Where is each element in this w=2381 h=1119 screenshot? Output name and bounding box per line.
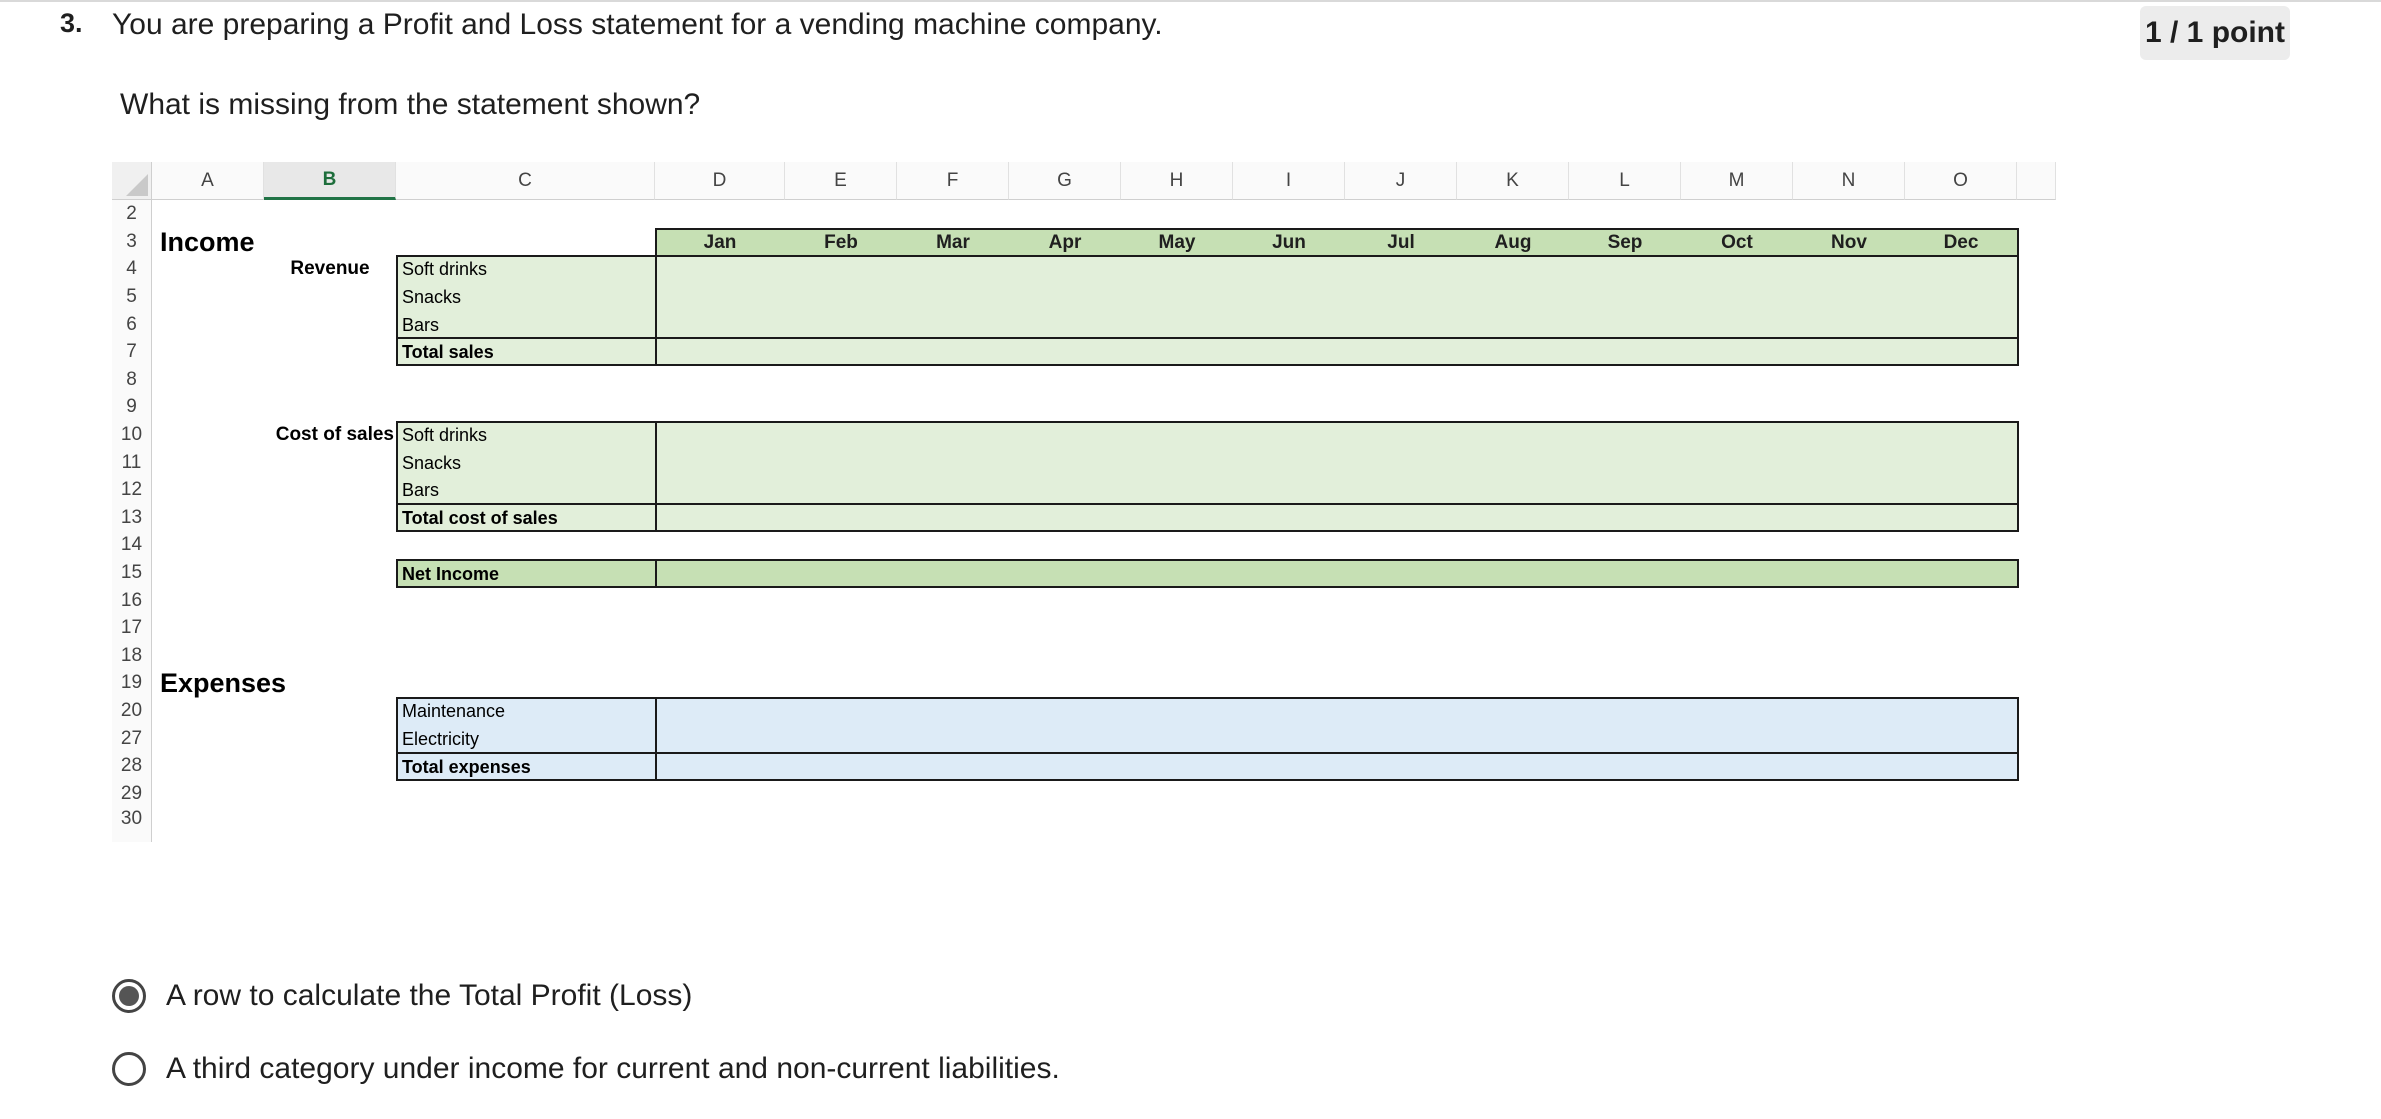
revenue-label: Revenue — [290, 258, 370, 279]
total-sales-label: Total sales — [402, 341, 494, 362]
month-header: Dec — [1943, 231, 1979, 253]
row-header: 20 — [112, 697, 152, 725]
net-income-row — [396, 559, 2019, 588]
row-header: 14 — [112, 531, 152, 559]
month-header: Jun — [1272, 231, 1306, 253]
question-number: 3. — [60, 8, 83, 38]
month-header: Apr — [1048, 231, 1082, 253]
row-header: 16 — [112, 587, 152, 615]
month-header: Nov — [1831, 231, 1867, 253]
column-header-i: I — [1233, 162, 1345, 200]
row-header: 30 — [112, 808, 152, 842]
row-header: 5 — [112, 283, 152, 311]
month-header: Jan — [703, 231, 737, 253]
cost-item: Snacks — [402, 452, 462, 473]
row-header: 6 — [112, 311, 152, 339]
net-income-label: Net Income — [402, 563, 500, 584]
month-header: Jul — [1387, 231, 1415, 253]
expenses-heading: Expenses — [160, 667, 287, 698]
divider — [655, 752, 657, 781]
divider — [655, 421, 657, 505]
month-header: Oct — [1721, 231, 1753, 253]
answer-option-label: A third category under income for current and non-current liabilities. — [166, 1052, 1060, 1085]
row-header: 13 — [112, 504, 152, 532]
cost-item: Bars — [402, 479, 440, 500]
row-header: 11 — [112, 449, 152, 477]
month-header: Feb — [824, 231, 858, 253]
column-header-o: O — [1905, 162, 2017, 200]
row-header: 10 — [112, 421, 152, 449]
revenue-item: Soft drinks — [402, 259, 488, 279]
row-header: 15 — [112, 559, 152, 587]
row-header: 12 — [112, 476, 152, 504]
divider — [655, 559, 657, 588]
divider — [655, 503, 657, 532]
answer-option-1[interactable] — [112, 979, 692, 1013]
month-header: Sep — [1607, 231, 1643, 253]
revenue-item: Bars — [402, 314, 440, 335]
row-header: 7 — [112, 338, 152, 366]
month-header: Aug — [1494, 231, 1532, 253]
expenses-block — [396, 697, 2019, 754]
month-header: May — [1158, 231, 1196, 253]
column-header-m: M — [1681, 162, 1793, 200]
expense-item: Electricity — [402, 728, 480, 749]
column-header-d: D — [655, 162, 785, 200]
column-header-a: A — [152, 162, 264, 200]
row-header: 4 — [112, 255, 152, 283]
total-expenses-row — [396, 752, 2019, 781]
column-header-n: N — [1793, 162, 1905, 200]
select-all-corner — [112, 162, 152, 200]
column-header-h: H — [1121, 162, 1233, 200]
cost-block — [396, 421, 2019, 505]
revenue-item: Snacks — [402, 286, 462, 307]
radio-unselected-icon[interactable] — [112, 1052, 146, 1086]
column-header-g: G — [1009, 162, 1121, 200]
row-header: 18 — [112, 642, 152, 670]
column-header-c: C — [396, 162, 655, 200]
row-header: 2 — [112, 200, 152, 228]
total-cost-row — [396, 503, 2019, 532]
row-header: 9 — [112, 393, 152, 421]
row-header: 8 — [112, 366, 152, 394]
revenue-block — [396, 255, 2019, 339]
divider — [655, 337, 657, 366]
spreadsheet-image — [112, 162, 2056, 842]
column-header-f: F — [897, 162, 1009, 200]
column-header-k: K — [1457, 162, 1569, 200]
column-header-b: B — [264, 162, 396, 200]
cost-of-sales-label: Cost of sales — [275, 424, 394, 445]
question-text: You are preparing a Profit and Loss statement for a vending machine company. — [112, 8, 1163, 41]
total-cost-label: Total cost of sales — [402, 507, 558, 528]
answer-option-label: A row to calculate the Total Profit (Loss) — [166, 979, 693, 1012]
month-header: Mar — [936, 231, 970, 253]
row-header: 29 — [112, 780, 152, 808]
total-expenses-label: Total expenses — [402, 756, 531, 777]
divider — [655, 255, 657, 339]
total-sales-row — [396, 337, 2019, 366]
question-prompt: What is missing from the statement shown? — [120, 88, 701, 121]
column-header-j: J — [1345, 162, 1457, 200]
column-header-l: L — [1569, 162, 1681, 200]
score-badge: 1 / 1 point — [2140, 6, 2290, 60]
column-header-empty — [2017, 162, 2056, 200]
cost-item: Soft drinks — [402, 425, 488, 445]
row-header: 28 — [112, 752, 152, 780]
divider — [655, 697, 657, 754]
row-header: 17 — [112, 614, 152, 642]
income-heading: Income — [160, 226, 255, 257]
top-divider — [0, 0, 2381, 2]
row-header: 19 — [112, 669, 152, 697]
column-header-e: E — [785, 162, 897, 200]
row-header: 3 — [112, 228, 152, 256]
row-header: 27 — [112, 725, 152, 753]
radio-selected-icon[interactable] — [112, 979, 146, 1013]
answer-option-2[interactable] — [112, 1052, 1060, 1086]
expense-item: Maintenance — [402, 701, 506, 721]
